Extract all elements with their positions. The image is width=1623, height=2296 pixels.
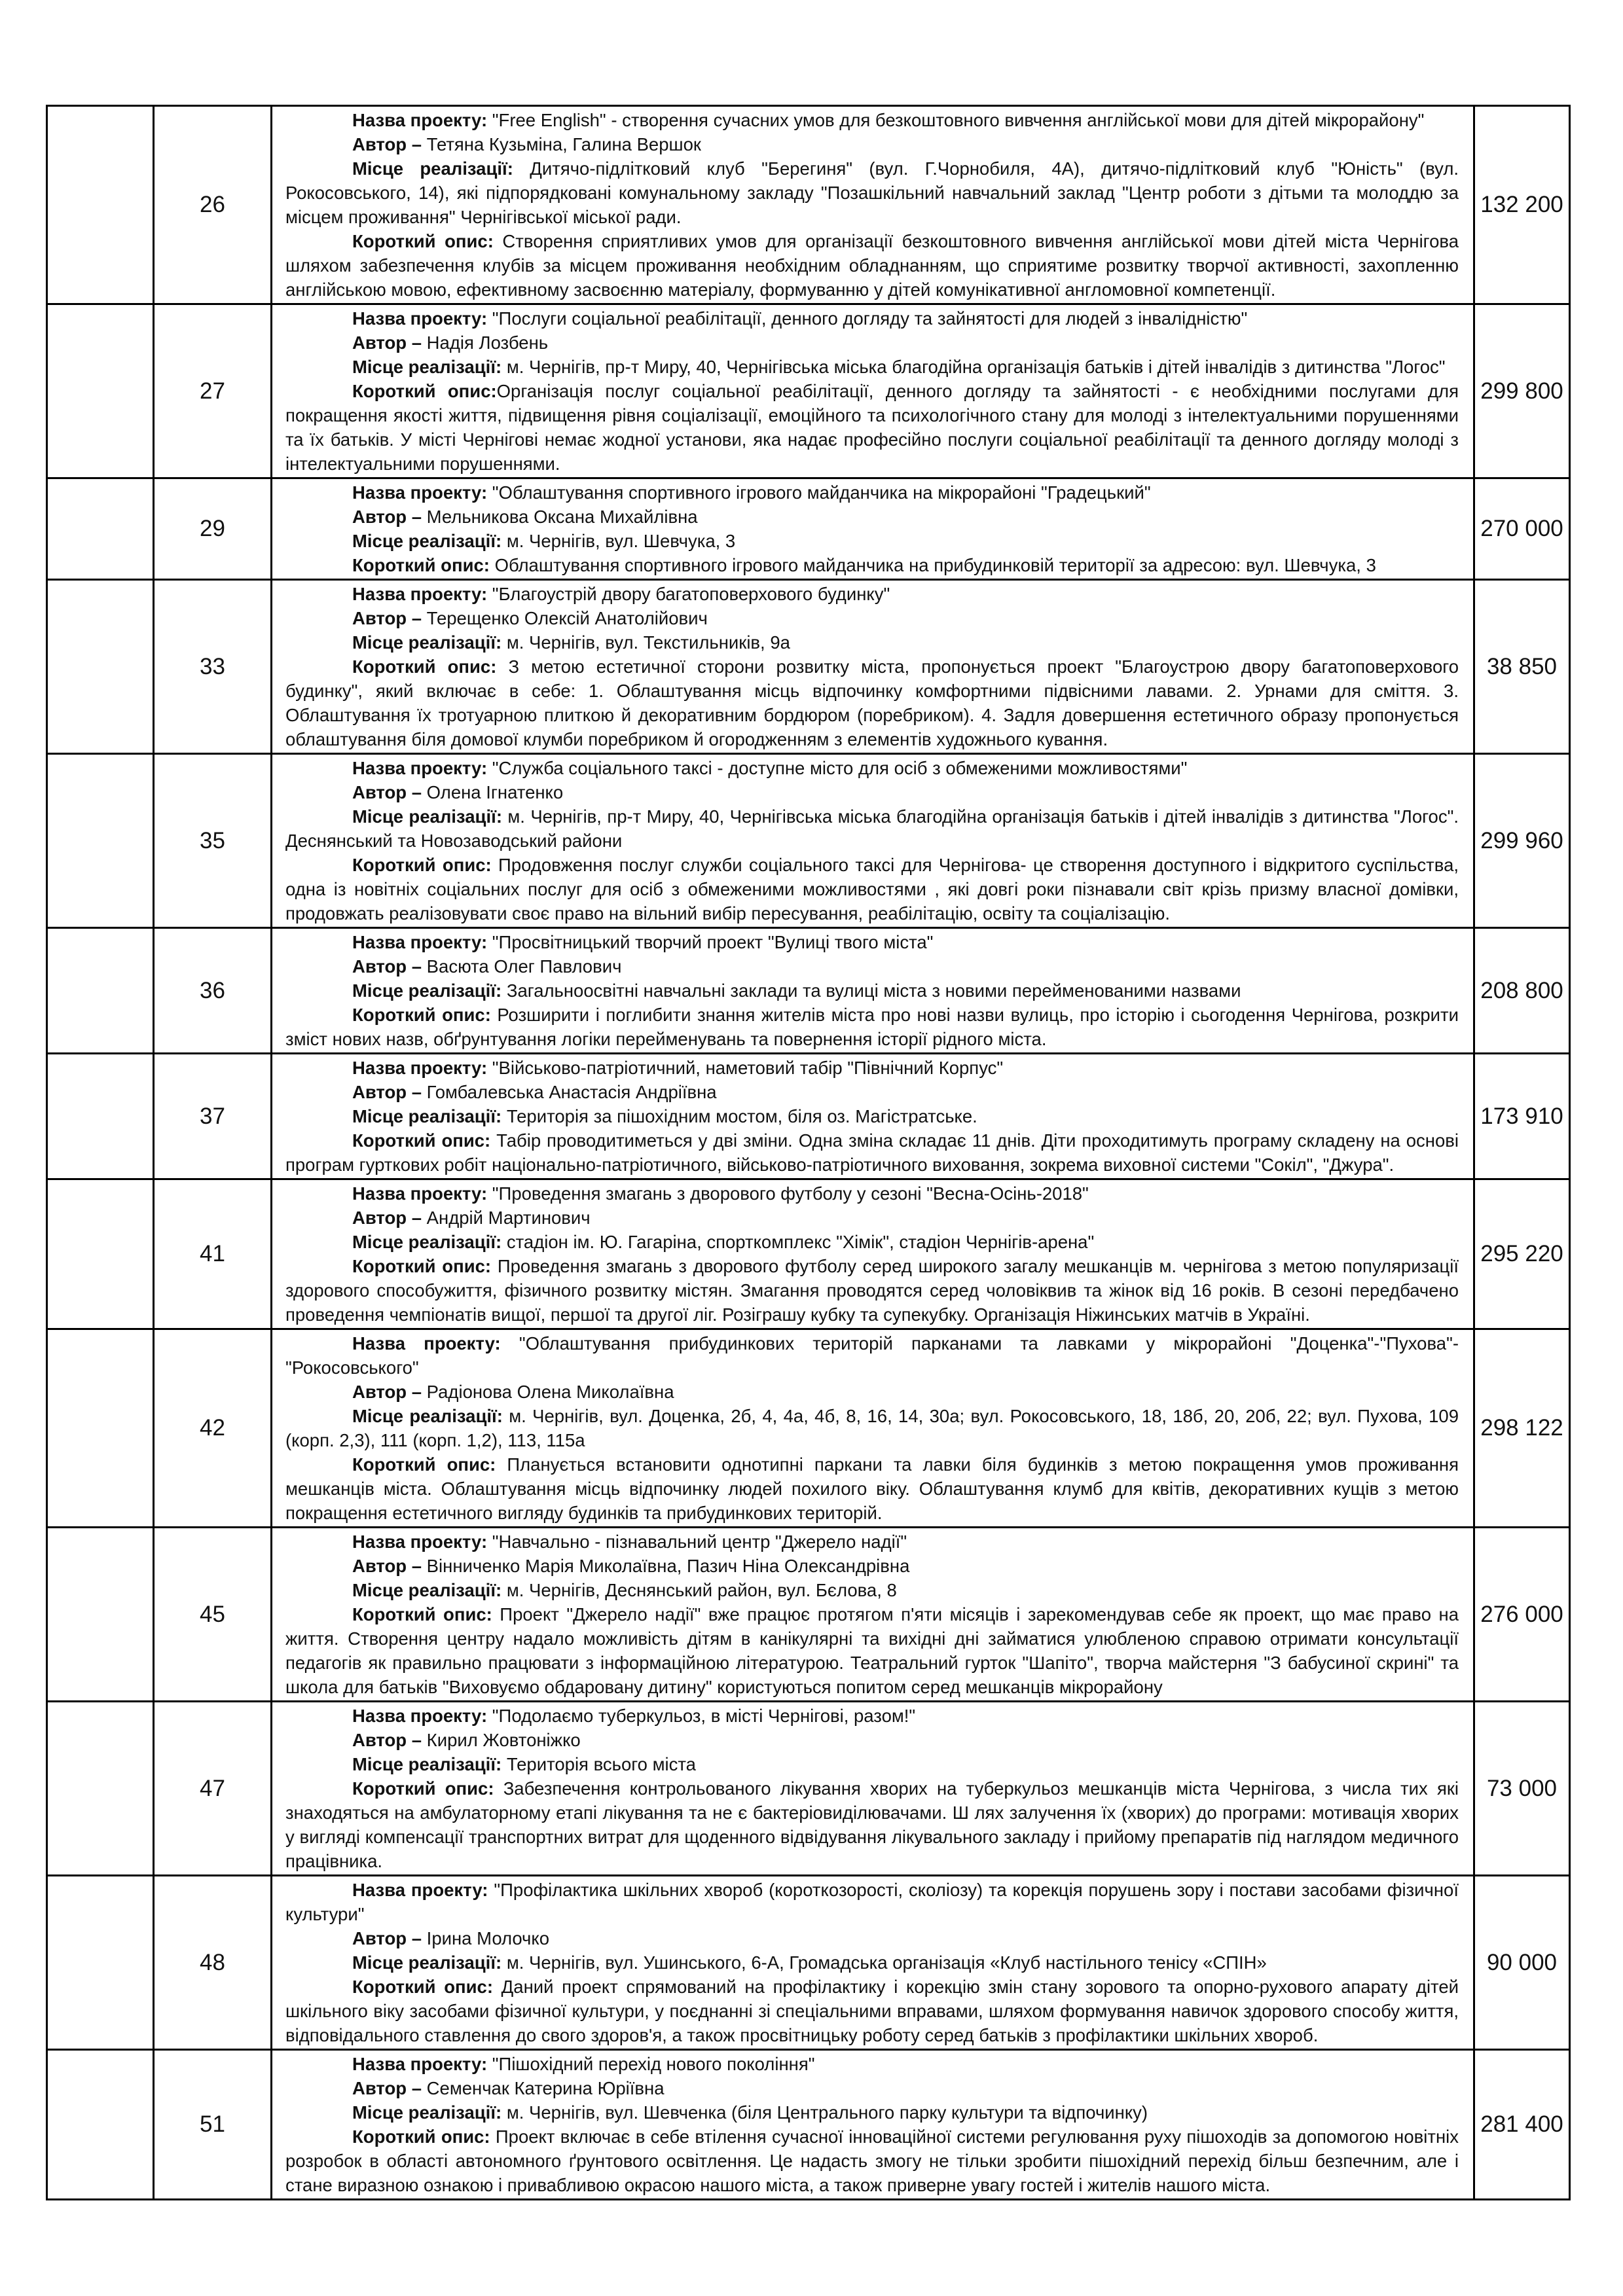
label-name: Назва проекту: — [352, 1183, 488, 1204]
project-author: Гомбалевська Анастасія Андріївна — [422, 1082, 717, 1102]
project-amount: 90 000 — [1474, 1876, 1570, 2050]
project-place: м. Чернігів, пр-т Миру, 40, Чернігівська міська благодійна організація батьків і дітей інвалідів з дитинства "Логос" — [501, 357, 1446, 377]
label-place: Місце реалізації: — [352, 1952, 502, 1973]
label-place: Місце реалізації: — [352, 1106, 502, 1126]
project-place: м. Чернігів, вул. Текстильників, 9а — [501, 632, 790, 653]
project-desc: Проект включає в себе втілення сучасної інноваційної системи регулювання руху пішоходів за допомогою новітніх розробок в області автономного ґрунтового освітлення. Це надасть змогу не тільки зробити пішохідний перехід більш безпечним, але і стане виразною ознакою і привабливою окрасою нашого міста, а також приверне увагу гостей і жителів нашого міста. — [285, 2126, 1459, 2195]
label-author: Автор – — [352, 1730, 422, 1750]
empty-cell — [47, 1528, 154, 1702]
project-amount: 298 122 — [1474, 1329, 1570, 1528]
project-author: Вінниченко Марія Миколаївна, Пазич Ніна Олександрівна — [422, 1556, 910, 1576]
project-amount: 73 000 — [1474, 1702, 1570, 1876]
project-name: "Послуги соціальної реабілітації, денного догляду та зайнятості для людей з інвалідністю" — [487, 308, 1248, 329]
table-row — [47, 928, 1570, 1054]
label-desc: Короткий опис: — [352, 1977, 493, 1997]
label-desc: Короткий опис: — [352, 855, 492, 875]
label-desc: Короткий опис: — [352, 656, 497, 677]
project-desc: З метою естетичної сторони розвитку міста, пропонується проект "Благоустрою двору багатоповерхового будинку", який включає в себе: 1. Облаштування місць відпочинку комфортними підвісними лавами. 2. Урнами для сміття. 3. Облаштування їх тротуарною плиткою й декоративним бордюром (поребриком). 4. Задля довершення естетичного образу пропонується облаштування біля домової клумби поребриком й огородженням з елементів художнього кування. — [285, 656, 1459, 749]
label-desc: Короткий опис: — [352, 555, 490, 575]
label-author: Автор – — [352, 1382, 422, 1402]
label-desc: Короткий опис: — [352, 381, 497, 401]
label-place: Місце реалізації: — [352, 806, 502, 827]
project-number: 45 — [154, 1528, 272, 1702]
empty-cell — [47, 580, 154, 754]
project-number: 27 — [154, 304, 272, 478]
project-number: 33 — [154, 580, 272, 754]
empty-cell — [47, 1329, 154, 1528]
project-amount: 173 910 — [1474, 1054, 1570, 1179]
project-desc: Даний проект спрямований на профілактику і корекцію змін стану зорового та опорно-рухового апарату дітей шкільного віку засобами фізичної культури, у поєднанні зі спеціальними вправами, шляхом формування навичок здорового способу життя, відповідального ставлення до свого здоров'я, а також просвітницьку роботу серед батьків з профілактики шкільних хвороб. — [285, 1977, 1459, 2045]
label-author: Автор – — [352, 608, 422, 628]
project-number: 42 — [154, 1329, 272, 1528]
label-desc: Короткий опис: — [352, 231, 494, 251]
table-row — [47, 1876, 1570, 2050]
table-row — [47, 478, 1570, 580]
project-desc: Забезпечення контрольованого лікування хворих на туберкульоз мешканців міста Чернігова, з числа тих які знаходяться на амбулаторному етапі лікування та не є бактеріовиділювачами. Ш лях залучення їх (хворих) до програми: мотивація хворих у вигляді компенсації транспортних витрат для щоденного відвідування лікувального закладу і прийому препаратів під наглядом медичного працівника. — [285, 1778, 1459, 1871]
project-place: м. Чернігів, вул. Доценка, 2б, 4, 4а, 4б, 8, 16, 14, 30а; вул. Рокосовського, 18, 18б, 20, 20б, 22; вул. Пухова, 109 (корп. 2,3), 111 (корп. 1,2), 113, 115а — [285, 1406, 1459, 1450]
project-author: Васюта Олег Павлович — [422, 956, 622, 977]
project-author: Семенчак Катерина Юріївна — [422, 2078, 665, 2098]
project-place: Загальноосвітні навчальні заклади та вулиці міста з новими перейменованими назвами — [501, 980, 1241, 1001]
project-description-cell — [272, 478, 1474, 580]
label-author: Автор – — [352, 2078, 422, 2098]
label-name: Назва проекту: — [352, 1333, 501, 1354]
label-desc: Короткий опис: — [352, 1454, 496, 1475]
project-description-cell — [272, 1054, 1474, 1179]
label-name: Назва проекту: — [352, 758, 488, 778]
label-place: Місце реалізації: — [352, 531, 502, 551]
project-name: "Профілактика шкільних хвороб (короткозорості, сколіозу) та корекція порушень зору і постави засобами фізичної культури" — [285, 1880, 1459, 1924]
project-number: 51 — [154, 2050, 272, 2200]
project-desc: Розширити і поглибити знання жителів міста про нові назви вулиць, про історію і сьогодення Чернігова, розкрити зміст нових назв, обґрунтування логіки перейменувань та повернення історії рідного міста. — [285, 1005, 1459, 1049]
project-name: "Служба соціального таксі - доступне місто для осіб з обмеженими можливостями" — [487, 758, 1188, 778]
project-place: м. Чернігів, вул. Шевчука, 3 — [501, 531, 736, 551]
label-author: Автор – — [352, 956, 422, 977]
project-desc: Проведення змагань з дворового футболу серед широкого загалу мешканців м. чернігова з метою популяризації здорового способужиття, фізичного розвитку містян. Змагання проводятся серед чоловіквив та жінок від 16 років. В сезоні передбачено проведення чемпіонатів вищої, першої та другої ліг. Розіграшу кубку та супекубку. Організація Ніжинських матчів в Україні. — [285, 1256, 1459, 1325]
project-place: Дитячо-підлітковий клуб "Берегиня" (вул. Г.Чорнобиля, 4А), дитячо-підлітковий клуб "Юність" (вул. Рокосовського, 14), які підпорядковані комунальному закладу "Позашкільний навчальний заклад "Центр роботи з дітьми та молоддю за місцем проживання" Чернігівської міської ради. — [285, 158, 1459, 227]
label-place: Місце реалізації: — [352, 1580, 502, 1600]
project-author: Надія Лозбень — [422, 332, 549, 353]
project-place: стадіон ім. Ю. Гагаріна, спорткомплекс "Хімік", стадіон Чернігів-арена" — [501, 1232, 1095, 1252]
project-author: Тетяна Кузьміна, Галина Вершок — [422, 134, 701, 154]
empty-cell — [47, 928, 154, 1054]
project-author: Кирил Жовтоніжко — [422, 1730, 581, 1750]
empty-cell — [47, 1054, 154, 1179]
label-name: Назва проекту: — [352, 110, 488, 130]
project-author: Радіонова Олена Миколаївна — [422, 1382, 674, 1402]
project-description-cell — [272, 754, 1474, 928]
table-row — [47, 1329, 1570, 1528]
project-name: "Навчально - пізнавальний центр "Джерело надії" — [487, 1532, 907, 1552]
table-row — [47, 1179, 1570, 1329]
project-number: 47 — [154, 1702, 272, 1876]
empty-cell — [47, 754, 154, 928]
table-row — [47, 304, 1570, 478]
project-amount: 276 000 — [1474, 1528, 1570, 1702]
project-author: Терещенко Олексій Анатолійович — [422, 608, 708, 628]
project-amount: 132 200 — [1474, 106, 1570, 304]
project-name: "Благоустрій двору багатоповерхового будинку" — [487, 584, 890, 604]
project-description-cell — [272, 928, 1474, 1054]
project-place: Територія за пішохідним мостом, біля оз. Магістратське. — [501, 1106, 977, 1126]
label-desc: Короткий опис: — [352, 1604, 492, 1624]
label-desc: Короткий опис: — [352, 1256, 492, 1276]
empty-cell — [47, 304, 154, 478]
label-place: Місце реалізації: — [352, 357, 502, 377]
label-author: Автор – — [352, 134, 422, 154]
project-desc: Облаштування спортивного ігрового майданчика на прибудинковій території за адресою: вул. Шевчука, 3 — [489, 555, 1376, 575]
project-amount: 295 220 — [1474, 1179, 1570, 1329]
empty-cell — [47, 1179, 154, 1329]
project-name: "Військово-патріотичний, наметовий табір "Північний Корпус" — [487, 1058, 1004, 1078]
project-description-cell — [272, 106, 1474, 304]
empty-cell — [47, 2050, 154, 2200]
project-description-cell — [272, 1528, 1474, 1702]
project-number: 26 — [154, 106, 272, 304]
label-name: Назва проекту: — [352, 1532, 488, 1552]
table-row — [47, 1528, 1570, 1702]
label-author: Автор – — [352, 1928, 422, 1948]
project-name: "Free English" - створення сучасних умов для безкоштовного вивчення англійської мови для дітей мікрорайону" — [487, 110, 1425, 130]
project-name: "Просвітницький творчий проект "Вулиці твого міста" — [487, 932, 934, 952]
empty-cell — [47, 1702, 154, 1876]
empty-cell — [47, 478, 154, 580]
project-name: "Пішохідний перехід нового покоління" — [487, 2054, 815, 2074]
label-place: Місце реалізації: — [352, 632, 502, 653]
label-name: Назва проекту: — [352, 308, 488, 329]
projects-table — [46, 105, 1571, 2200]
project-place: м. Чернігів, пр-т Миру, 40, Чернігівська міська благодійна організація батьків і дітей інвалідів з дитинства "Логос". Деснянський та Новозаводський райони — [285, 806, 1459, 851]
label-place: Місце реалізації: — [352, 980, 502, 1001]
project-desc: Організація послуг соціальної реабілітації, денного догляду та зайнятості - є необхідними послугами для покращення якості життя, підвищення рівня соціалізації, емоційного та психологічного стану для молоді з інтелектуальними порушеннями та їх батьків. У місті Чернігові немає жодної установи, яка надає професійно послуги соціальної реабілітації та денного догляду молоді з інтелектуальними порушеннями. — [285, 381, 1459, 474]
label-place: Місце реалізації: — [352, 2102, 502, 2123]
project-description-cell — [272, 1702, 1474, 1876]
label-desc: Короткий опис: — [352, 1130, 491, 1151]
table-row — [47, 106, 1570, 304]
project-place: м. Чернігів, вул. Шевченка (біля Центрального парку культури та відпочинку) — [501, 2102, 1148, 2123]
table-row — [47, 754, 1570, 928]
table-row — [47, 1054, 1570, 1179]
label-place: Місце реалізації: — [352, 1232, 502, 1252]
project-desc: Продовження послуг служби соціального таксі для Чернігова- це створення доступного і відкритого суспільства, одна із новітніх соціальних послуг для осіб з обмеженими можливостями , які довгі роки пізнавали світ крізь призму власної домівки, продовжать реалізовувати своє право на вільний вибір пересування, реабілітацію, освіту та соціалізацію. — [285, 855, 1459, 924]
table-row — [47, 580, 1570, 754]
project-author: Мельникова Оксана Михайлівна — [422, 507, 698, 527]
project-description-cell — [272, 580, 1474, 754]
project-place: м. Чернігів, Деснянський район, вул. Бєлова, 8 — [501, 1580, 897, 1600]
project-desc: Проект "Джерело надії" вже працює протягом п'яти місяців і зарекомендував себе як проект, що має право на життя. Створення центру надало можливість дітям в канікулярні та вихідні дні займатися улюбленою справою отримати консультації педагогів як правильно працювати з інформаційною літературою. Театральний гурток "Шапіто", творча майстерня "З бабусиної скрині" та школа для батьків "Виховуємо обдаровану дитину" користуються попитом серед мешканців мікрорайону — [285, 1604, 1459, 1697]
project-number: 48 — [154, 1876, 272, 2050]
empty-cell — [47, 106, 154, 304]
project-number: 29 — [154, 478, 272, 580]
project-desc: Планується встановити однотипні паркани та лавки біля будинків з метою покращення умов проживання мешканців міста. Облаштування місць відпочинку людей похилого віку. Облаштування клумб для квітів, декоративних кущів з метою покращення естетичного вигляду будинків та прибудинкових територій. — [285, 1454, 1459, 1523]
label-place: Місце реалізації: — [352, 1406, 503, 1426]
label-author: Автор – — [352, 1082, 422, 1102]
label-name: Назва проекту: — [352, 1058, 488, 1078]
project-description-cell — [272, 1329, 1474, 1528]
label-name: Назва проекту: — [352, 1706, 488, 1726]
project-amount: 38 850 — [1474, 580, 1570, 754]
project-amount: 281 400 — [1474, 2050, 1570, 2200]
project-number: 36 — [154, 928, 272, 1054]
label-author: Автор – — [352, 332, 422, 353]
label-author: Автор – — [352, 1208, 422, 1228]
project-amount: 299 960 — [1474, 754, 1570, 928]
project-description-cell — [272, 1876, 1474, 2050]
label-place: Місце реалізації: — [352, 158, 513, 179]
project-amount: 270 000 — [1474, 478, 1570, 580]
label-desc: Короткий опис: — [352, 2126, 490, 2147]
project-number: 35 — [154, 754, 272, 928]
project-author: Олена Ігнатенко — [422, 782, 564, 802]
project-author: Андрій Мартинович — [422, 1208, 591, 1228]
project-desc: Табір проводитиметься у дві зміни. Одна зміна складає 11 днів. Діти проходитимуть програму складену на основі програм гурткових робіт національно-патріотичного, військово-патріотичного виховання, зокрема виховної системи "Сокіл", "Джура". — [285, 1130, 1459, 1175]
label-desc: Короткий опис: — [352, 1005, 491, 1025]
project-name: "Подолаємо туберкульоз, в місті Чернігові, разом!" — [487, 1706, 916, 1726]
project-amount: 208 800 — [1474, 928, 1570, 1054]
project-amount: 299 800 — [1474, 304, 1570, 478]
project-name: "Проведення змагань з дворового футболу у сезоні "Весна-Осінь-2018" — [487, 1183, 1089, 1204]
project-description-cell — [272, 304, 1474, 478]
label-name: Назва проекту: — [352, 932, 488, 952]
project-number: 41 — [154, 1179, 272, 1329]
project-number: 37 — [154, 1054, 272, 1179]
project-description-cell — [272, 1179, 1474, 1329]
label-name: Назва проекту: — [352, 2054, 488, 2074]
label-name: Назва проекту: — [352, 1880, 488, 1900]
label-name: Назва проекту: — [352, 482, 488, 503]
table-row — [47, 2050, 1570, 2200]
empty-cell — [47, 1876, 154, 2050]
project-description-cell — [272, 2050, 1474, 2200]
project-name: "Облаштування спортивного ігрового майданчика на мікрорайоні "Градецький" — [487, 482, 1151, 503]
label-author: Автор – — [352, 1556, 422, 1576]
project-author: Ірина Молочко — [422, 1928, 550, 1948]
label-author: Автор – — [352, 782, 422, 802]
label-desc: Короткий опис: — [352, 1778, 494, 1799]
label-place: Місце реалізації: — [352, 1754, 502, 1774]
table-row — [47, 1702, 1570, 1876]
project-place: Територія всього міста — [501, 1754, 696, 1774]
project-place: м. Чернігів, вул. Ушинського, 6-А, Громадська організація «Клуб настільного тенісу «СПІН» — [501, 1952, 1267, 1973]
label-author: Автор – — [352, 507, 422, 527]
project-desc: Створення сприятливих умов для організації безкоштовного вивчення англійської мови дітей міста Чернігова шляхом забезпечення клубів за місцем проживання необхідним обладнанням, що сприятиме розвитку творчої активності, захопленню англійською мовою, ефективному засвоєнню матеріалу, формуванню у дітей комунікативної англомовної компетенції. — [285, 231, 1459, 300]
label-name: Назва проекту: — [352, 584, 488, 604]
project-name: "Облаштування прибудинкових територій парканами та лавками у мікрорайоні "Доценка"-"Пухова"- "Рокосовського" — [285, 1333, 1459, 1378]
